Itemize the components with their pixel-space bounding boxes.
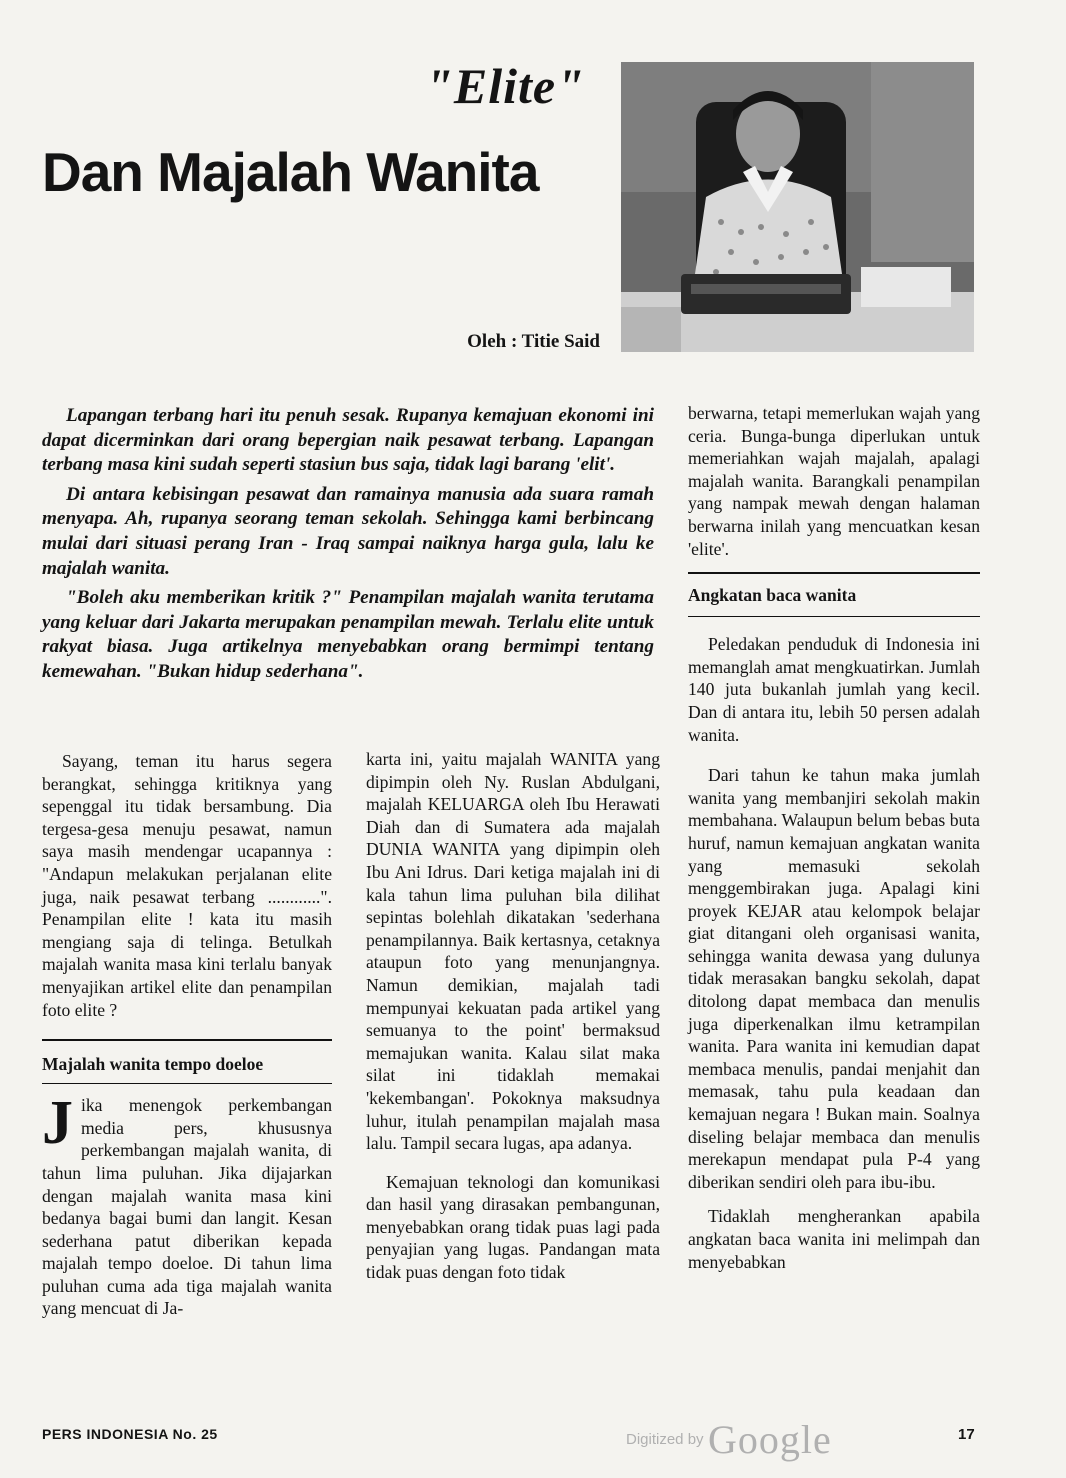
body-paragraph: Peledakan penduduk di Indonesia ini memanglah amat mengkuatirkan. Jumlah 140 juta bukanlah jumlah yang kecil. Dan di antara itu, lebih 50 persen adalah wanita. xyxy=(688,634,980,745)
column-1 xyxy=(42,750,332,1332)
section-heading: Angkatan baca wanita xyxy=(688,585,857,606)
lead-paragraph: Lapangan terbang hari itu penuh sesak. Rupanya kemajuan ekonomi ini dapat dicerminkan dari orang bepergian naik pesawat terbang. Lapangan terbang masa kini sudah seperti stasiun bus saja, tidak lagi barang 'elit'. xyxy=(42,405,654,476)
column-3 xyxy=(688,402,980,1285)
body-paragraph: Kemajuan teknologi dan komunikasi dan hasil yang dirasakan pembangunan, menyebabkan orang tidak puas lagi pada penyajian yang lugas. Pandangan mata tidak puas dengan foto tidak xyxy=(366,1171,660,1283)
watermark-prefix: Digitized by xyxy=(626,1431,704,1448)
page-title: Dan Majalah Wanita xyxy=(42,141,539,203)
section-rule xyxy=(42,1083,332,1084)
title-elite: "Elite" xyxy=(425,58,585,114)
google-watermark xyxy=(626,1416,832,1463)
section-rule xyxy=(688,616,980,617)
section-rule xyxy=(42,1039,332,1041)
drop-cap: J xyxy=(42,1089,73,1158)
watermark-logo: Google xyxy=(708,1417,832,1462)
drop-cap-paragraph-text: ika menengok perkembangan media pers, khususnya perkembangan majalah wanita, di tahun lima puluhan. Jika dijajarkan dengan majalah wanita masa kini bedanya bagai bumi dan langit. Kesan sederhana patut diberikan kepada majalah tempo doeloe. Di tahun lima puluhan cuma ada tiga majalah wanita yang mencuat di Ja- xyxy=(42,1095,332,1319)
article-photo xyxy=(621,62,974,352)
section-rule xyxy=(688,572,980,574)
column-2 xyxy=(366,748,660,1296)
page-number: 17 xyxy=(958,1426,975,1443)
lead-paragraph: "Boleh aku memberikan kritik ?" Penampilan majalah wanita terutama yang keluar dari Jakarta merupakan penampilan mewah. Terlalu elite untuk rakyat biasa. Juga artikelnya menyebabkan orang bermimpi tentang kemewahan. "Bukan hidup sederhana". xyxy=(42,587,654,682)
byline: Oleh : Titie Said xyxy=(467,331,600,352)
body-paragraph: Tidaklah mengherankan apabila angkatan baca wanita ini melimpah dan menyebabkan xyxy=(688,1206,980,1272)
body-paragraph xyxy=(42,1089,332,1320)
body-paragraph: karta ini, yaitu majalah WANITA yang dipimpin oleh Ny. Ruslan Abdulgani, majalah KELUARGA oleh Ibu Herawati Diah dan di Sumatera ada majalah DUNIA WANITA yang dipimpin oleh Ibu Ani Idrus. Dari ketiga majalah ini di kala tahun lima puluhan bila dilihat sepintas bolehlah dikatakan 'sederhana penampilannya. Baik kertasnya, cetaknya ataupun foto yang menunjangnya. Namun demikian, majalah tadi mempunyai kekuatan pada artikel yang semuanya to the point' bermaksud memajukan wanita. Kalau silat maka silat ini tidaklah memakai 'kekembangan'. Pokoknya maksudnya luhur, itulah penampilan majalah masa lalu. Tampil secara lugas, apa adanya. xyxy=(366,749,660,1154)
section-heading: Majalah wanita tempo doeloe xyxy=(42,1054,264,1075)
body-paragraph: Dari tahun ke tahun maka jumlah wanita yang membanjiri sekolah makin membahana. Walaupun belum bebas buta huruf, namun kemajuan angkatan wanita yang memasuki sekolah menggembirakan juga. Apalagi kini proyek KEJAR atau kelompok belajar giat ditangani oleh organisasi wanita, sehingga wanita dewasa yang dulunya tidak merasakan bangku sekolah, dapat ditolong dapat membaca dan menulis juga diperkenalkan ilmu ketrampilan wanita. Para wanita ini kemudian dapat membaca menulis, pandai menjahit dan memasak, tahu pula keadaan dan kemajuan negara ! Bukan main. Soalnya diseling belajar membaca dan menulis merekapun mendapat pula P-4 yang diberikan sendiri oleh para ibu-ibu. xyxy=(688,765,980,1192)
body-paragraph: Sayang, teman itu harus segera berangkat, sehingga kritiknya yang sepenggal itu tidak bersambung. Dia tergesa-gesa menuju pesawat, namun saya masih mendengar ucapannya : "Andapun melakukan perjalanan elite juga, naik pesawat terbang ............". Penampilan elite ! kata itu masih mengiang saja di telinga. Betulkah majalah wanita masa kini terlalu banyak menyajikan artikel elite dan penampilan foto elite ? xyxy=(42,751,332,1020)
lead-text xyxy=(42,404,654,690)
body-paragraph: berwarna, tetapi memerlukan wajah yang ceria. Bunga-bunga diperlukan untuk memeriahkan wajah majalah, apalagi majalah wanita. Barangkali penampilan yang nampak mewah dengan halaman berwarna inilah yang mencuatkan kesan 'elite'. xyxy=(688,403,980,559)
woman-at-typewriter-photo xyxy=(621,62,974,352)
publication-footer: PERS INDONESIA No. 25 xyxy=(42,1426,218,1442)
lead-paragraph: Di antara kebisingan pesawat dan ramainya manusia ada suara ramah menyapa. Ah, rupanya seorang teman sekolah. Sehingga kami berbincang mulai dari situasi perang Iran - Iraq sampai naiknya harga gula, lalu ke majalah wanita. xyxy=(42,483,654,579)
